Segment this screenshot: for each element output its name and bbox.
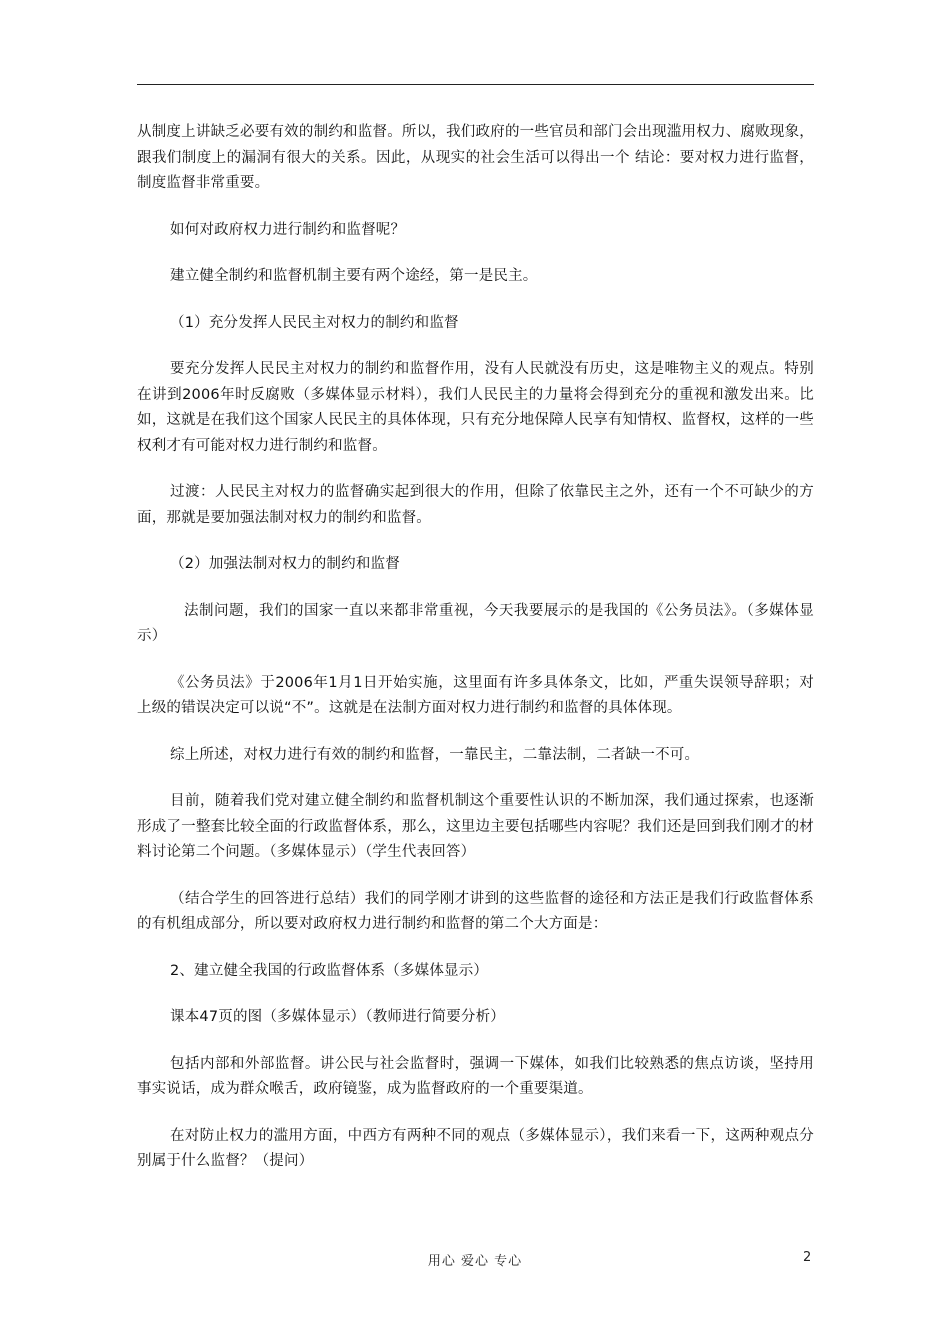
paragraph-continuation: 从制度上讲缺乏必要有效的制约和监督。所以，我们政府的一些官员和部门会出现滥用权力、腐败现象，跟我们制度上的漏洞有很大的关系。因此，从现实的社会生活可以得出一个 结论：要对权力进行监督，制度监督非常重要。 <box>137 124 814 191</box>
subheading-administrative-supervision: 2、建立健全我国的行政监督体系（多媒体显示） <box>170 962 489 979</box>
paragraph-summary: 综上所述，对权力进行有效的制约和监督，一靠民主，二靠法制，二者缺一不可。 <box>170 746 700 763</box>
subheading-legal-system: （2）加强法制对权力的制约和监督 <box>170 556 400 572</box>
paragraph-legal-system: 法制问题，我们的国家一直以来都非常重视，今天我要展示的是我国的《公务员法》。（多媒体显示） <box>137 602 814 644</box>
subheading-democracy: （1）充分发挥人民民主对权力的制约和监督 <box>170 314 459 331</box>
paragraph-democracy: 要充分发挥人民民主对权力的制约和监督作用，没有人民就没有历史，这是唯物主义的观点。特别在讲到2006年时反腐败（多媒体显示材料），我们人民民主的力量将会得到充分的重视和激发出来。比如，这就是在我们这个国家人民民主的具体体现，只有充分地保障人民享有知情权、监督权，这样的一些权利才有可能对权力进行制约和监督。 <box>137 361 814 454</box>
paragraph-transition: 过渡：人民民主对权力的监督确实起到很大的作用，但除了依靠民主之外，还有一个不可缺少的方面，那就是要加强法制对权力的制约和监督。 <box>137 484 814 526</box>
paragraph-paths: 建立健全制约和监督机制主要有两个途经，第一是民主。 <box>170 268 538 284</box>
paragraph-internal-external: 包括内部和外部监督。讲公民与社会监督时，强调一下媒体，如我们比较熟悉的焦点访谈，坚持用事实说话，成为群众喉舌，政府镜鉴，成为监督政府的一个重要渠道。 <box>137 1055 814 1097</box>
paragraph-question: 如何对政府权力进行制约和监督呢？ <box>170 221 406 238</box>
paragraph-supervision-system: 目前，随着我们党对建立健全制约和监督机制这个重要性认识的不断加深，我们通过探索，也逐渐形成了一整套比较全面的行政监督体系，那么，这里边主要包括哪些内容呢？我们还是回到我们刚才的材料讨论第二个问题。（多媒体显示）（学生代表回答） <box>137 793 814 860</box>
footer-motto: 用心 爱心 专心 <box>427 1254 523 1269</box>
paragraph-textbook-figure: 课本47页的图（多媒体显示）（教师进行简要分析） <box>170 1009 505 1025</box>
paragraph-viewpoints: 在对防止权力的滥用方面，中西方有两种不同的观点（多媒体显示），我们来看一下，这两种观点分别属于什么监督？（提问） <box>137 1127 814 1169</box>
document-body <box>137 120 814 1196</box>
page-number: 2 <box>803 1250 812 1265</box>
header-rule <box>137 84 814 85</box>
paragraph-student-answer-summary: （结合学生的回答进行总结）我们的同学刚才讲到的这些监督的途径和方法正是我们行政监督体系的有机组成部分，所以要对政府权力进行制约和监督的第二个大方面是： <box>137 890 814 932</box>
paragraph-civil-servant-law: 《公务员法》于2006年1月1日开始实施，这里面有许多具体条文，比如，严重失误领导辞职；对上级的错误决定可以说“不”。这就是在法制方面对权力进行制约和监督的具体体现。 <box>137 674 814 716</box>
